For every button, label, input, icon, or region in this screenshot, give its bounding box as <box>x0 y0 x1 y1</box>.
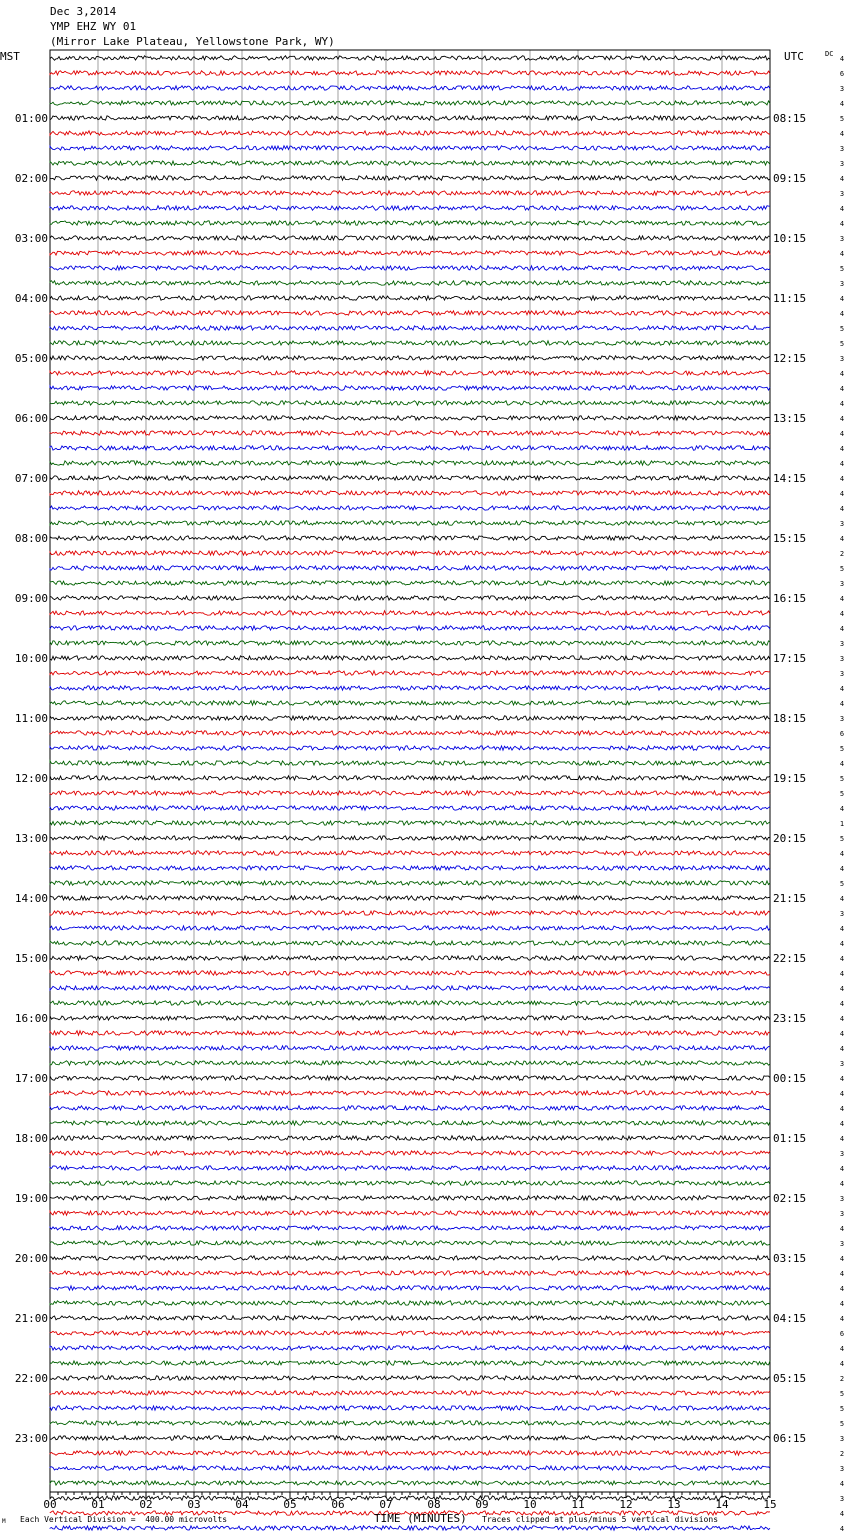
trace-row <box>50 1301 770 1305</box>
x-tick-label: 02 <box>139 1498 153 1511</box>
trace-row <box>50 461 770 465</box>
trace-row <box>50 821 770 825</box>
dc-offset-label: DC <box>825 50 834 58</box>
trace-row <box>50 431 770 435</box>
row-dc-value: 1 <box>839 820 845 828</box>
left-hour-label: 08:00 <box>14 532 48 545</box>
x-tick-label: 09 <box>475 1498 489 1511</box>
trace-row <box>50 536 770 540</box>
right-hour-label: 13:15 <box>773 412 807 425</box>
trace-row <box>50 611 770 615</box>
trace-row <box>50 581 770 585</box>
row-dc-value: 4 <box>839 1045 845 1053</box>
row-dc-value: 4 <box>839 505 845 513</box>
row-dc-value: 3 <box>839 910 845 918</box>
row-dc-value: 4 <box>839 310 845 318</box>
trace-row <box>50 1391 770 1395</box>
trace-row <box>50 401 770 405</box>
trace-row <box>50 281 770 285</box>
row-dc-value: 5 <box>839 1390 845 1398</box>
right-hour-label: 22:15 <box>773 952 807 965</box>
trace-row <box>50 491 770 495</box>
trace-row <box>50 476 770 480</box>
row-dc-value: 2 <box>839 1450 845 1458</box>
trace-row <box>50 1211 770 1215</box>
trace-row <box>50 296 770 300</box>
trace-row <box>50 1031 770 1035</box>
row-dc-value: 3 <box>839 1195 845 1203</box>
trace-row <box>50 551 770 555</box>
plot-date: Dec 3,2014 <box>50 5 117 18</box>
left-hour-label: 14:00 <box>14 892 48 905</box>
row-dc-value: 3 <box>839 670 845 678</box>
trace-row <box>50 1091 770 1095</box>
row-dc-value: 4 <box>839 1270 845 1278</box>
trace-row <box>50 206 770 210</box>
right-hour-label: 20:15 <box>773 832 807 845</box>
trace-row <box>50 1361 770 1365</box>
trace-row <box>50 716 770 720</box>
row-dc-value: 4 <box>839 415 845 423</box>
left-hour-label: 12:00 <box>14 772 48 785</box>
trace-row <box>50 341 770 345</box>
left-hour-label: 04:00 <box>14 292 48 305</box>
scale-note: Each Vertical Division = 400.00 microvolts <box>20 1515 228 1524</box>
row-dc-value: 4 <box>839 805 845 813</box>
trace-row <box>50 851 770 855</box>
station-location: (Mirror Lake Plateau, Yellowstone Park, WY) <box>50 35 335 48</box>
row-dc-value: 3 <box>839 640 845 648</box>
row-dc-value: 3 <box>839 1060 845 1068</box>
row-dc-value: 4 <box>839 1135 845 1143</box>
trace-row <box>50 71 770 75</box>
trace-row <box>50 1481 770 1485</box>
trace-row <box>50 926 770 930</box>
row-dc-value: 4 <box>839 850 845 858</box>
row-dc-value: 4 <box>839 370 845 378</box>
x-axis-title: TIME (MINUTES) <box>374 1512 467 1525</box>
trace-row <box>50 1451 770 1455</box>
left-hour-label: 19:00 <box>14 1192 48 1205</box>
left-hour-label: 13:00 <box>14 832 48 845</box>
trace-row <box>50 1286 770 1290</box>
trace-row <box>50 986 770 990</box>
row-dc-value: 4 <box>839 685 845 693</box>
row-dc-value: 4 <box>839 970 845 978</box>
trace-row <box>50 866 770 870</box>
trace-row <box>50 1421 770 1425</box>
right-hour-label: 17:15 <box>773 652 807 665</box>
row-dc-value: 4 <box>839 130 845 138</box>
trace-row <box>50 1151 770 1155</box>
left-hour-label: 17:00 <box>14 1072 48 1085</box>
row-dc-value: 4 <box>839 55 845 63</box>
right-hour-label: 19:15 <box>773 772 807 785</box>
row-dc-value: 4 <box>839 1255 845 1263</box>
row-dc-value: 4 <box>839 1510 845 1518</box>
row-dc-value: 3 <box>839 145 845 153</box>
row-dc-value: 4 <box>839 700 845 708</box>
left-hour-label: 07:00 <box>14 472 48 485</box>
x-tick-label: 08 <box>427 1498 441 1511</box>
row-dc-value: 3 <box>839 1465 845 1473</box>
trace-row <box>50 416 770 420</box>
row-dc-value: 3 <box>839 190 845 198</box>
row-dc-value: 4 <box>839 595 845 603</box>
row-dc-value: 3 <box>839 655 845 663</box>
corner-mark: M <box>2 1518 6 1525</box>
trace-row <box>50 1076 770 1080</box>
right-hour-label: 18:15 <box>773 712 807 725</box>
row-dc-value: 5 <box>839 790 845 798</box>
trace-row <box>50 1331 770 1335</box>
row-dc-value: 4 <box>839 250 845 258</box>
row-dc-value: 4 <box>839 1120 845 1128</box>
row-dc-value: 4 <box>839 220 845 228</box>
trace-row <box>50 446 770 450</box>
row-dc-value: 4 <box>839 475 845 483</box>
row-dc-value: 4 <box>839 295 845 303</box>
row-dc-value: 4 <box>839 175 845 183</box>
left-hour-label: 05:00 <box>14 352 48 365</box>
row-dc-value: 3 <box>839 1150 845 1158</box>
row-dc-value: 4 <box>839 1225 845 1233</box>
right-hour-label: 06:15 <box>773 1432 807 1445</box>
trace-row <box>50 731 770 735</box>
right-hour-label: 21:15 <box>773 892 807 905</box>
row-dc-value: 4 <box>839 490 845 498</box>
row-dc-value: 5 <box>839 1420 845 1428</box>
trace-row <box>50 101 770 105</box>
row-dc-value: 4 <box>839 865 845 873</box>
clip-note: Traces clipped at plus/minus 5 vertical divisions <box>482 1515 719 1524</box>
row-dc-value: 3 <box>839 715 845 723</box>
row-dc-value: 2 <box>839 550 845 558</box>
left-hour-label: 03:00 <box>14 232 48 245</box>
trace-row <box>50 1241 770 1245</box>
trace-row <box>50 1226 770 1230</box>
row-dc-value: 4 <box>839 445 845 453</box>
trace-row <box>50 1526 770 1530</box>
row-dc-value: 3 <box>839 160 845 168</box>
left-hour-label: 01:00 <box>14 112 48 125</box>
x-tick-label: 06 <box>331 1498 345 1511</box>
row-dc-value: 4 <box>839 1105 845 1113</box>
trace-row <box>50 191 770 195</box>
trace-row <box>50 641 770 645</box>
x-tick-label: 04 <box>235 1498 249 1511</box>
left-timezone-label: MST <box>0 50 20 63</box>
row-dc-value: 4 <box>839 1315 845 1323</box>
x-tick-label: 01 <box>91 1498 105 1511</box>
row-dc-value: 3 <box>839 85 845 93</box>
row-dc-value: 5 <box>839 880 845 888</box>
row-dc-value: 5 <box>839 265 845 273</box>
left-hour-label: 15:00 <box>14 952 48 965</box>
right-hour-label: 00:15 <box>773 1072 807 1085</box>
trace-row <box>50 686 770 690</box>
trace-row <box>50 221 770 225</box>
row-dc-value: 4 <box>839 940 845 948</box>
row-dc-value: 5 <box>839 775 845 783</box>
x-tick-label: 00 <box>43 1498 57 1511</box>
row-dc-value: 5 <box>839 325 845 333</box>
trace-row <box>50 236 770 240</box>
trace-row <box>50 1256 770 1260</box>
row-dc-value: 4 <box>839 895 845 903</box>
trace-row <box>50 251 770 255</box>
trace-row <box>50 1181 770 1185</box>
trace-row <box>50 266 770 270</box>
trace-row <box>50 1406 770 1410</box>
trace-row <box>50 971 770 975</box>
row-dc-value: 4 <box>839 925 845 933</box>
trace-row <box>50 881 770 885</box>
row-dc-value: 4 <box>839 1015 845 1023</box>
row-dc-value: 3 <box>839 1495 845 1503</box>
trace-row <box>50 1316 770 1320</box>
row-dc-value: 4 <box>839 1165 845 1173</box>
left-hour-label: 23:00 <box>14 1432 48 1445</box>
trace-row <box>50 1016 770 1020</box>
trace-row <box>50 896 770 900</box>
trace-row <box>50 311 770 315</box>
trace-row <box>50 146 770 150</box>
trace-row <box>50 1346 770 1350</box>
left-hour-label: 02:00 <box>14 172 48 185</box>
trace-row <box>50 1061 770 1065</box>
x-tick-label: 13 <box>667 1498 681 1511</box>
x-tick-label: 14 <box>715 1498 729 1511</box>
left-hour-label: 21:00 <box>14 1312 48 1325</box>
right-timezone-label: UTC <box>784 50 804 63</box>
x-tick-label: 03 <box>187 1498 201 1511</box>
row-dc-value: 3 <box>839 280 845 288</box>
row-dc-value: 4 <box>839 1480 845 1488</box>
right-hour-label: 16:15 <box>773 592 807 605</box>
x-tick-label: 12 <box>619 1498 633 1511</box>
left-hour-label: 10:00 <box>14 652 48 665</box>
trace-row <box>50 566 770 570</box>
row-dc-value: 3 <box>839 580 845 588</box>
trace-row <box>50 1166 770 1170</box>
row-dc-value: 4 <box>839 535 845 543</box>
right-hour-label: 09:15 <box>773 172 807 185</box>
trace-row <box>50 791 770 795</box>
trace-row <box>50 1136 770 1140</box>
row-dc-value: 6 <box>839 730 845 738</box>
trace-row <box>50 836 770 840</box>
right-hour-label: 12:15 <box>773 352 807 365</box>
trace-row <box>50 1106 770 1110</box>
trace-row <box>50 941 770 945</box>
row-dc-value: 4 <box>839 1525 845 1533</box>
row-dc-value: 2 <box>839 1375 845 1383</box>
right-hour-label: 01:15 <box>773 1132 807 1145</box>
x-tick-label: 05 <box>283 1498 297 1511</box>
row-dc-value: 4 <box>839 760 845 768</box>
trace-row <box>50 116 770 120</box>
trace-row <box>50 596 770 600</box>
row-dc-value: 5 <box>839 1405 845 1413</box>
row-dc-value: 3 <box>839 355 845 363</box>
right-hour-label: 02:15 <box>773 1192 807 1205</box>
row-dc-value: 6 <box>839 70 845 78</box>
row-dc-value: 4 <box>839 460 845 468</box>
trace-row <box>50 626 770 630</box>
trace-row <box>50 356 770 360</box>
trace-row <box>50 506 770 510</box>
row-dc-value: 4 <box>839 1030 845 1038</box>
trace-row <box>50 1046 770 1050</box>
right-hour-label: 14:15 <box>773 472 807 485</box>
row-dc-value: 5 <box>839 835 845 843</box>
row-dc-value: 4 <box>839 625 845 633</box>
row-dc-value: 4 <box>839 985 845 993</box>
trace-row <box>50 1376 770 1380</box>
row-dc-value: 3 <box>839 235 845 243</box>
row-dc-value: 4 <box>839 610 845 618</box>
row-dc-value: 4 <box>839 955 845 963</box>
right-hour-label: 05:15 <box>773 1372 807 1385</box>
left-hour-label: 18:00 <box>14 1132 48 1145</box>
trace-row <box>50 86 770 90</box>
left-hour-label: 20:00 <box>14 1252 48 1265</box>
trace-row <box>50 671 770 675</box>
row-dc-value: 5 <box>839 115 845 123</box>
row-dc-value: 4 <box>839 1285 845 1293</box>
row-dc-value: 4 <box>839 1090 845 1098</box>
station-code: YMP EHZ WY 01 <box>50 20 137 33</box>
right-hour-label: 03:15 <box>773 1252 807 1265</box>
right-hour-label: 11:15 <box>773 292 807 305</box>
row-dc-value: 4 <box>839 1000 845 1008</box>
trace-row <box>50 761 770 765</box>
row-dc-value: 3 <box>839 520 845 528</box>
row-dc-value: 4 <box>839 400 845 408</box>
row-dc-value: 3 <box>839 1210 845 1218</box>
right-hour-label: 15:15 <box>773 532 807 545</box>
left-hour-label: 11:00 <box>14 712 48 725</box>
trace-row <box>50 386 770 390</box>
left-hour-label: 09:00 <box>14 592 48 605</box>
row-dc-value: 4 <box>839 385 845 393</box>
row-dc-value: 3 <box>839 1435 845 1443</box>
row-dc-value: 4 <box>839 205 845 213</box>
trace-row <box>50 1121 770 1125</box>
trace-row <box>50 521 770 525</box>
trace-row <box>50 131 770 135</box>
trace-row <box>50 1001 770 1005</box>
trace-row <box>50 776 770 780</box>
right-hour-label: 04:15 <box>773 1312 807 1325</box>
row-dc-value: 4 <box>839 1075 845 1083</box>
row-dc-value: 3 <box>839 1240 845 1248</box>
row-dc-value: 4 <box>839 430 845 438</box>
trace-row <box>50 956 770 960</box>
left-hour-label: 22:00 <box>14 1372 48 1385</box>
trace-row <box>50 326 770 330</box>
trace-row <box>50 1436 770 1440</box>
trace-row <box>50 746 770 750</box>
right-hour-label: 10:15 <box>773 232 807 245</box>
row-dc-value: 4 <box>839 1300 845 1308</box>
row-dc-value: 5 <box>839 745 845 753</box>
x-tick-label: 15 <box>763 1498 777 1511</box>
trace-row <box>50 371 770 375</box>
trace-row <box>50 161 770 165</box>
row-dc-value: 4 <box>839 1345 845 1353</box>
trace-row <box>50 1196 770 1200</box>
trace-row <box>50 1466 770 1470</box>
x-tick-label: 10 <box>523 1498 537 1511</box>
trace-row <box>50 911 770 915</box>
trace-row <box>50 1271 770 1275</box>
left-hour-label: 16:00 <box>14 1012 48 1025</box>
trace-row <box>50 56 770 60</box>
trace-row <box>50 1496 770 1500</box>
row-dc-value: 4 <box>839 1360 845 1368</box>
trace-row <box>50 176 770 180</box>
left-hour-label: 06:00 <box>14 412 48 425</box>
trace-row <box>50 806 770 810</box>
row-dc-value: 4 <box>839 1180 845 1188</box>
trace-row <box>50 656 770 660</box>
right-hour-label: 08:15 <box>773 112 807 125</box>
x-tick-label: 11 <box>571 1498 585 1511</box>
trace-row <box>50 701 770 705</box>
row-dc-value: 4 <box>839 100 845 108</box>
row-dc-value: 5 <box>839 340 845 348</box>
row-dc-value: 5 <box>839 565 845 573</box>
right-hour-label: 23:15 <box>773 1012 807 1025</box>
row-dc-value: 6 <box>839 1330 845 1338</box>
x-tick-label: 07 <box>379 1498 393 1511</box>
